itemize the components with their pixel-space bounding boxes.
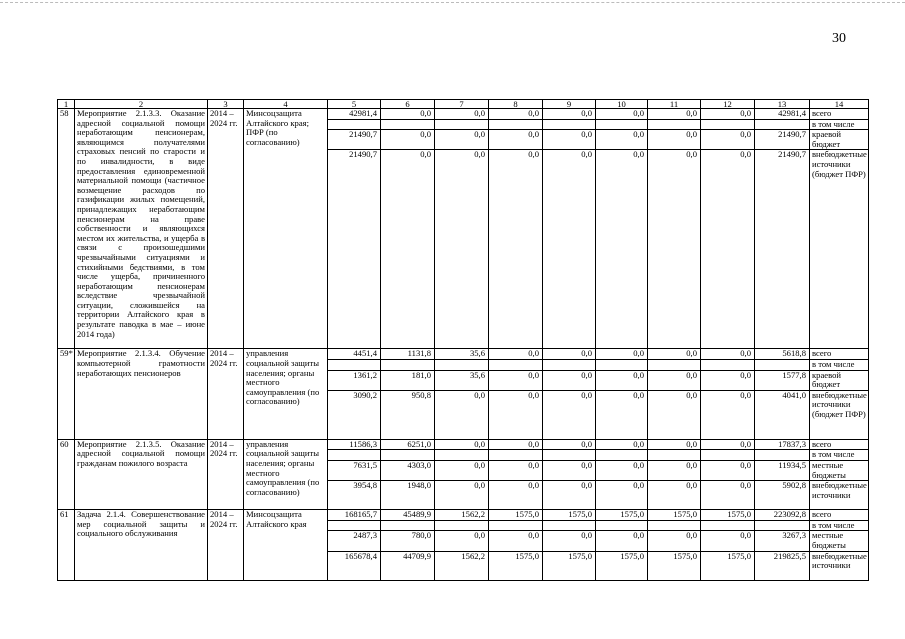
amount-cell: 44709,9: [381, 551, 435, 580]
row-number: 61: [58, 510, 75, 580]
amount-cell: [648, 359, 701, 370]
amount-cell: [328, 450, 381, 461]
amount-cell: 0,0: [543, 531, 596, 551]
amount-cell: 0,0: [543, 460, 596, 480]
amount-cell: 1575,0: [648, 551, 701, 580]
amount-cell: [648, 119, 701, 130]
funding-source: внебюджетные источники: [810, 551, 869, 580]
amount-cell: 42981,4: [755, 109, 810, 120]
header-cell: 14: [810, 100, 869, 109]
funding-source: всего: [810, 439, 869, 450]
amount-cell: 0,0: [489, 370, 543, 390]
amount-cell: 21490,7: [328, 130, 381, 150]
amount-cell: 0,0: [648, 481, 701, 510]
executor-cell: Минсоцзащита Алтайского края: [244, 510, 328, 580]
funding-source: внебюджетные источники: [810, 481, 869, 510]
funding-source: в том числе: [810, 520, 869, 531]
amount-cell: [328, 359, 381, 370]
amount-cell: 1361,2: [328, 370, 381, 390]
amount-cell: 0,0: [596, 390, 648, 439]
amount-cell: 0,0: [543, 370, 596, 390]
amount-cell: 1575,0: [648, 510, 701, 521]
page-number: 30: [832, 31, 846, 46]
amount-cell: 181,0: [381, 370, 435, 390]
amount-cell: [755, 359, 810, 370]
funding-source: всего: [810, 510, 869, 521]
period-cell: 2014 – 2024 гг.: [208, 439, 244, 509]
amount-cell: [435, 119, 489, 130]
funding-source: внебюджетные источники (бюджет ПФР): [810, 150, 869, 349]
table-row: [58, 510, 869, 521]
amount-cell: 0,0: [489, 390, 543, 439]
amount-cell: [381, 359, 435, 370]
amount-cell: 21490,7: [755, 130, 810, 150]
amount-cell: [328, 119, 381, 130]
amount-cell: 0,0: [489, 460, 543, 480]
amount-cell: 5618,8: [755, 349, 810, 360]
scan-top-edge: [0, 2, 905, 3]
amount-cell: 0,0: [596, 439, 648, 450]
amount-cell: 42981,4: [328, 109, 381, 120]
amount-cell: 1575,0: [489, 551, 543, 580]
amount-cell: 0,0: [435, 460, 489, 480]
row-number: 59*: [58, 349, 75, 439]
amount-cell: 0,0: [701, 130, 755, 150]
amount-cell: 5902,8: [755, 481, 810, 510]
amount-cell: [435, 359, 489, 370]
amount-cell: [489, 520, 543, 531]
amount-cell: 1575,0: [701, 551, 755, 580]
amount-cell: 0,0: [596, 130, 648, 150]
amount-cell: 0,0: [648, 531, 701, 551]
amount-cell: 0,0: [701, 150, 755, 349]
header-cell: 5: [328, 100, 381, 109]
funding-table: [57, 99, 869, 581]
row-number: 60: [58, 439, 75, 509]
amount-cell: 0,0: [543, 439, 596, 450]
amount-cell: [543, 119, 596, 130]
amount-cell: 1562,2: [435, 510, 489, 521]
amount-cell: 0,0: [648, 130, 701, 150]
amount-cell: 1577,8: [755, 370, 810, 390]
amount-cell: 168165,7: [328, 510, 381, 521]
amount-cell: 0,0: [489, 109, 543, 120]
funding-source: местные бюджеты: [810, 460, 869, 480]
amount-cell: 0,0: [435, 481, 489, 510]
header-cell: 10: [596, 100, 648, 109]
amount-cell: 0,0: [435, 390, 489, 439]
amount-cell: 0,0: [543, 481, 596, 510]
amount-cell: 0,0: [435, 150, 489, 349]
amount-cell: 0,0: [435, 531, 489, 551]
header-cell: 12: [701, 100, 755, 109]
row-number: 58: [58, 109, 75, 349]
amount-cell: [755, 450, 810, 461]
amount-cell: 1575,0: [543, 551, 596, 580]
amount-cell: 0,0: [648, 439, 701, 450]
amount-cell: 0,0: [381, 130, 435, 150]
funding-source: всего: [810, 349, 869, 360]
amount-cell: 0,0: [381, 109, 435, 120]
funding-source: всего: [810, 109, 869, 120]
amount-cell: 3267,3: [755, 531, 810, 551]
amount-cell: 0,0: [596, 109, 648, 120]
amount-cell: 950,8: [381, 390, 435, 439]
header-cell: 1: [58, 100, 75, 109]
amount-cell: 4303,0: [381, 460, 435, 480]
amount-cell: 0,0: [543, 150, 596, 349]
amount-cell: 0,0: [648, 349, 701, 360]
amount-cell: [489, 450, 543, 461]
amount-cell: 1131,8: [381, 349, 435, 360]
amount-cell: 1948,0: [381, 481, 435, 510]
table-body: [58, 100, 869, 581]
amount-cell: 1562,2: [435, 551, 489, 580]
funding-source: краевой бюджет: [810, 370, 869, 390]
amount-cell: 1575,0: [489, 510, 543, 521]
measure-description: Задача 2.1.4. Совершенствование мер социальной защиты и социального обслуживания: [75, 510, 208, 580]
amount-cell: 0,0: [543, 130, 596, 150]
amount-cell: [328, 520, 381, 531]
amount-cell: [755, 119, 810, 130]
amount-cell: 3954,8: [328, 481, 381, 510]
funding-source: внебюджетные источники (бюджет ПФР): [810, 390, 869, 439]
funding-source: в том числе: [810, 450, 869, 461]
amount-cell: [596, 119, 648, 130]
amount-cell: 4041,0: [755, 390, 810, 439]
amount-cell: 0,0: [489, 349, 543, 360]
amount-cell: 0,0: [596, 531, 648, 551]
amount-cell: [381, 119, 435, 130]
amount-cell: 0,0: [435, 109, 489, 120]
amount-cell: 0,0: [701, 370, 755, 390]
header-cell: 7: [435, 100, 489, 109]
amount-cell: [701, 119, 755, 130]
amount-cell: 0,0: [596, 150, 648, 349]
amount-cell: 0,0: [648, 370, 701, 390]
amount-cell: [381, 450, 435, 461]
amount-cell: 6251,0: [381, 439, 435, 450]
funding-source: в том числе: [810, 119, 869, 130]
amount-cell: 0,0: [543, 390, 596, 439]
amount-cell: 0,0: [489, 439, 543, 450]
amount-cell: [701, 450, 755, 461]
header-cell: 3: [208, 100, 244, 109]
amount-cell: 1575,0: [596, 510, 648, 521]
amount-cell: 0,0: [648, 109, 701, 120]
amount-cell: 0,0: [381, 150, 435, 349]
amount-cell: 0,0: [648, 460, 701, 480]
header-cell: 9: [543, 100, 596, 109]
amount-cell: 1575,0: [543, 510, 596, 521]
amount-cell: [648, 520, 701, 531]
header-row: [58, 100, 869, 109]
amount-cell: 0,0: [489, 531, 543, 551]
amount-cell: 0,0: [701, 531, 755, 551]
amount-cell: 0,0: [701, 349, 755, 360]
amount-cell: 11934,5: [755, 460, 810, 480]
amount-cell: 0,0: [489, 481, 543, 510]
funding-source: местные бюджеты: [810, 531, 869, 551]
amount-cell: 0,0: [596, 349, 648, 360]
funding-source: краевой бюджет: [810, 130, 869, 150]
amount-cell: 0,0: [701, 481, 755, 510]
table-row: [58, 109, 869, 120]
header-cell: 11: [648, 100, 701, 109]
amount-cell: 2487,3: [328, 531, 381, 551]
measure-description: Мероприятие 2.1.3.3. Оказание адресной социальной помощи неработающим пенсионерам, являющимся получателями страховых пенсий по старости и по инвалидности, в виде предоставления единовременной материальной помощи (частичное возмещение расходов по газификации жилых помещений, принадлежащих неработающим пенсионерам на праве собственности и являющихся местом их жительства, и ущерба в связи с произошедшими чрезвычайными ситуациями и стихийными бедствиями, в том числе ущерба, причиненного неработающим пенсионерам вследствие чрезвычайной ситуации, сложившейся на территории Алтайского края в результате паводка в мае – июне 2014 года): [75, 109, 208, 349]
amount-cell: 7631,5: [328, 460, 381, 480]
amount-cell: [701, 520, 755, 531]
amount-cell: 21490,7: [328, 150, 381, 349]
executor-cell: Минсоцзащита Алтайского края; ПФР (по согласованию): [244, 109, 328, 349]
amount-cell: 21490,7: [755, 150, 810, 349]
measure-description: Мероприятие 2.1.3.4. Обучение компьютерной грамотности неработающих пенсионеров: [75, 349, 208, 439]
header-cell: 13: [755, 100, 810, 109]
amount-cell: 780,0: [381, 531, 435, 551]
amount-cell: [381, 520, 435, 531]
header-cell: 6: [381, 100, 435, 109]
header-cell: 2: [75, 100, 208, 109]
amount-cell: [435, 520, 489, 531]
period-cell: 2014 – 2024 гг.: [208, 349, 244, 439]
amount-cell: 0,0: [596, 481, 648, 510]
amount-cell: [755, 520, 810, 531]
amount-cell: 0,0: [435, 130, 489, 150]
period-cell: 2014 – 2024 гг.: [208, 109, 244, 349]
amount-cell: [596, 520, 648, 531]
table-row: [58, 349, 869, 360]
amount-cell: 17837,3: [755, 439, 810, 450]
amount-cell: 0,0: [596, 460, 648, 480]
amount-cell: 0,0: [596, 370, 648, 390]
amount-cell: 219825,5: [755, 551, 810, 580]
amount-cell: 0,0: [435, 439, 489, 450]
amount-cell: [701, 359, 755, 370]
header-cell: 8: [489, 100, 543, 109]
executor-cell: управления социальной защиты населения; органы местного самоуправления (по согласованию): [244, 439, 328, 509]
amount-cell: 3090,2: [328, 390, 381, 439]
header-cell: 4: [244, 100, 328, 109]
amount-cell: 0,0: [543, 109, 596, 120]
amount-cell: 0,0: [648, 390, 701, 439]
amount-cell: 0,0: [701, 460, 755, 480]
amount-cell: [596, 359, 648, 370]
amount-cell: [543, 520, 596, 531]
amount-cell: 35,6: [435, 370, 489, 390]
amount-cell: 0,0: [489, 150, 543, 349]
amount-cell: 11586,3: [328, 439, 381, 450]
amount-cell: 0,0: [701, 439, 755, 450]
amount-cell: 0,0: [648, 150, 701, 349]
measure-description: Мероприятие 2.1.3.5. Оказание адресной социальной помощи гражданам пожилого возраста: [75, 439, 208, 509]
amount-cell: 35,6: [435, 349, 489, 360]
funding-source: в том числе: [810, 359, 869, 370]
amount-cell: 1575,0: [701, 510, 755, 521]
amount-cell: [543, 359, 596, 370]
amount-cell: [596, 450, 648, 461]
table-row: [58, 439, 869, 450]
amount-cell: 165678,4: [328, 551, 381, 580]
amount-cell: 1575,0: [596, 551, 648, 580]
period-cell: 2014 – 2024 гг.: [208, 510, 244, 580]
amount-cell: 0,0: [701, 109, 755, 120]
amount-cell: 0,0: [489, 130, 543, 150]
amount-cell: [435, 450, 489, 461]
amount-cell: 4451,4: [328, 349, 381, 360]
amount-cell: [648, 450, 701, 461]
amount-cell: 45489,9: [381, 510, 435, 521]
amount-cell: [489, 119, 543, 130]
amount-cell: [489, 359, 543, 370]
amount-cell: 223092,8: [755, 510, 810, 521]
amount-cell: 0,0: [543, 349, 596, 360]
executor-cell: управления социальной защиты населения; органы местного самоуправления (по согласованию): [244, 349, 328, 439]
amount-cell: 0,0: [701, 390, 755, 439]
amount-cell: [543, 450, 596, 461]
